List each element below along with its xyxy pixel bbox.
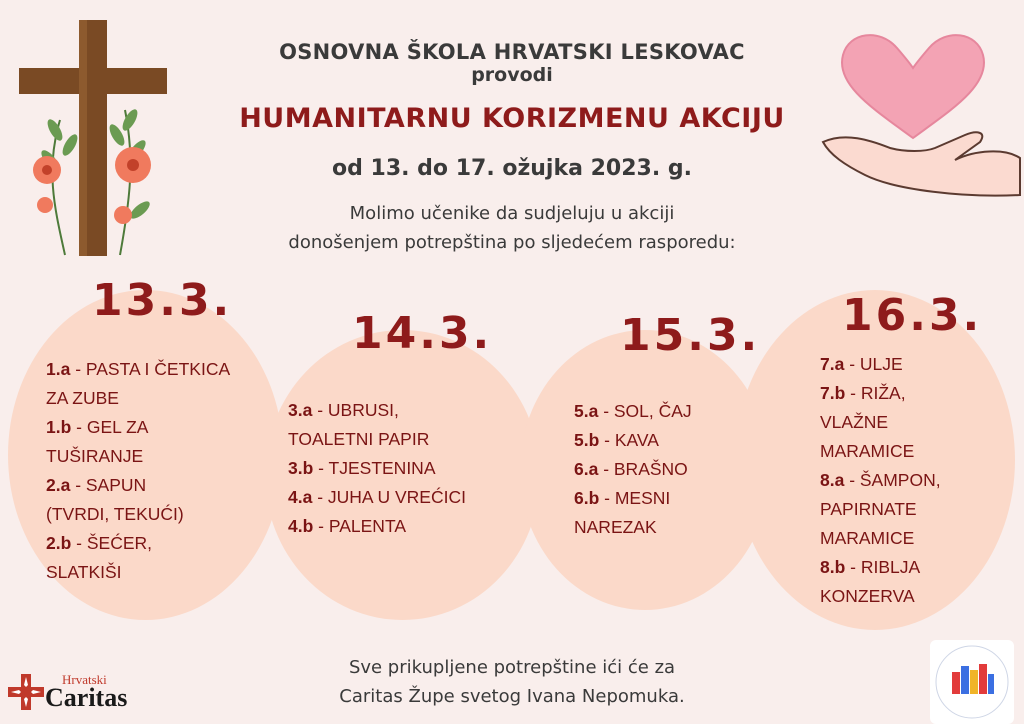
schedule-item bbox=[574, 455, 754, 484]
class-label: 5.a bbox=[574, 401, 599, 421]
day-3-date: 15.3. bbox=[620, 310, 761, 361]
item-text: - SOL, ČAJ bbox=[598, 401, 692, 421]
item-text-continued: KONZERVA bbox=[820, 586, 915, 606]
class-label: 6.a bbox=[574, 459, 599, 479]
item-text-continued: PAPIRNATE bbox=[820, 499, 917, 519]
item-text: - UBRUSI, bbox=[312, 400, 399, 420]
schedule-item bbox=[574, 397, 754, 426]
schedule-item bbox=[820, 379, 1010, 408]
day-3-items bbox=[574, 397, 754, 542]
item-text: - PASTA I ČETKICA bbox=[70, 359, 231, 379]
item-text-continued: TUŠIRANJE bbox=[46, 446, 144, 466]
school-logo bbox=[930, 640, 1014, 724]
day-1-date: 13.3. bbox=[92, 275, 233, 326]
footer-line-1: Sve prikupljene potrepštine ići će za bbox=[348, 657, 676, 678]
class-label: 3.a bbox=[288, 400, 313, 420]
day-2-items bbox=[288, 396, 528, 541]
item-text-continued: MARAMICE bbox=[820, 441, 915, 461]
schedule-item bbox=[46, 529, 276, 558]
schedule-item bbox=[820, 350, 1010, 379]
item-text: - PALENTA bbox=[313, 516, 407, 536]
item-text: - MESNI bbox=[599, 488, 671, 508]
schedule-item bbox=[820, 553, 1010, 582]
schedule-item bbox=[288, 454, 528, 483]
item-text: - KAVA bbox=[599, 430, 659, 450]
action-title: HUMANITARNU KORIZMENU AKCIJU bbox=[239, 103, 785, 134]
schedule-item bbox=[288, 483, 528, 512]
schedule-item bbox=[46, 471, 276, 500]
intro-line-2: donošenjem potrepština po sljedećem rasporedu: bbox=[288, 232, 736, 253]
class-label: 5.b bbox=[574, 430, 600, 450]
class-label: 7.b bbox=[820, 383, 846, 403]
day-1-items bbox=[46, 355, 276, 587]
caritas-cross-icon bbox=[8, 674, 44, 710]
item-text: - RIŽA, bbox=[845, 383, 906, 403]
item-text: - JUHA U VREĆICI bbox=[312, 487, 466, 507]
class-label: 3.b bbox=[288, 458, 314, 478]
schedule-item bbox=[574, 426, 754, 455]
class-label: 2.b bbox=[46, 533, 72, 553]
item-text-continued: SLATKIŠI bbox=[46, 562, 122, 582]
footer-line-2: Caritas Župe svetog Ivana Nepomuka. bbox=[339, 686, 685, 707]
item-text: - ŠEĆER, bbox=[71, 533, 153, 553]
schedule-item bbox=[574, 484, 754, 513]
class-label: 7.a bbox=[820, 354, 845, 374]
class-label: 6.b bbox=[574, 488, 600, 508]
item-text-continued: (TVRDI, TEKUĆI) bbox=[46, 504, 184, 524]
intro-line-1: Molimo učenike da sudjeluju u akciji bbox=[349, 203, 675, 224]
action-dates: od 13. do 17. ožujka 2023. g. bbox=[332, 156, 692, 181]
caritas-logo-text: Caritas bbox=[45, 683, 128, 712]
schedule-item bbox=[288, 512, 528, 541]
item-text: - TJESTENINA bbox=[313, 458, 436, 478]
item-text-continued: TOALETNI PAPIR bbox=[288, 429, 430, 449]
class-label: 1.b bbox=[46, 417, 72, 437]
item-text-continued: VLAŽNE bbox=[820, 412, 889, 432]
item-text: - ŠAMPON, bbox=[844, 470, 941, 490]
item-text: - SAPUN bbox=[70, 475, 147, 495]
schedule-item bbox=[288, 396, 528, 425]
schedule-item bbox=[820, 466, 1010, 495]
item-text-continued: NAREZAK bbox=[574, 517, 657, 537]
provodi-text: provodi bbox=[471, 64, 553, 86]
item-text: - GEL ZA bbox=[71, 417, 149, 437]
class-label: 2.a bbox=[46, 475, 71, 495]
item-text: - RIBLJA bbox=[845, 557, 921, 577]
class-label: 4.a bbox=[288, 487, 313, 507]
caritas-logo-small-text: Hrvatski bbox=[62, 672, 107, 687]
class-label: 8.b bbox=[820, 557, 846, 577]
class-label: 4.b bbox=[288, 516, 314, 536]
day-4-items bbox=[820, 350, 1010, 611]
item-text: - ULJE bbox=[844, 354, 903, 374]
schedule-item bbox=[46, 413, 276, 442]
class-label: 8.a bbox=[820, 470, 845, 490]
school-name: OSNOVNA ŠKOLA HRVATSKI LESKOVAC bbox=[279, 40, 745, 64]
schedule-item bbox=[46, 355, 276, 384]
item-text: - BRAŠNO bbox=[598, 459, 688, 479]
item-text-continued: MARAMICE bbox=[820, 528, 915, 548]
day-2-date: 14.3. bbox=[352, 308, 493, 359]
item-text-continued: ZA ZUBE bbox=[46, 388, 119, 408]
class-label: 1.a bbox=[46, 359, 71, 379]
day-4-date: 16.3. bbox=[842, 290, 983, 341]
